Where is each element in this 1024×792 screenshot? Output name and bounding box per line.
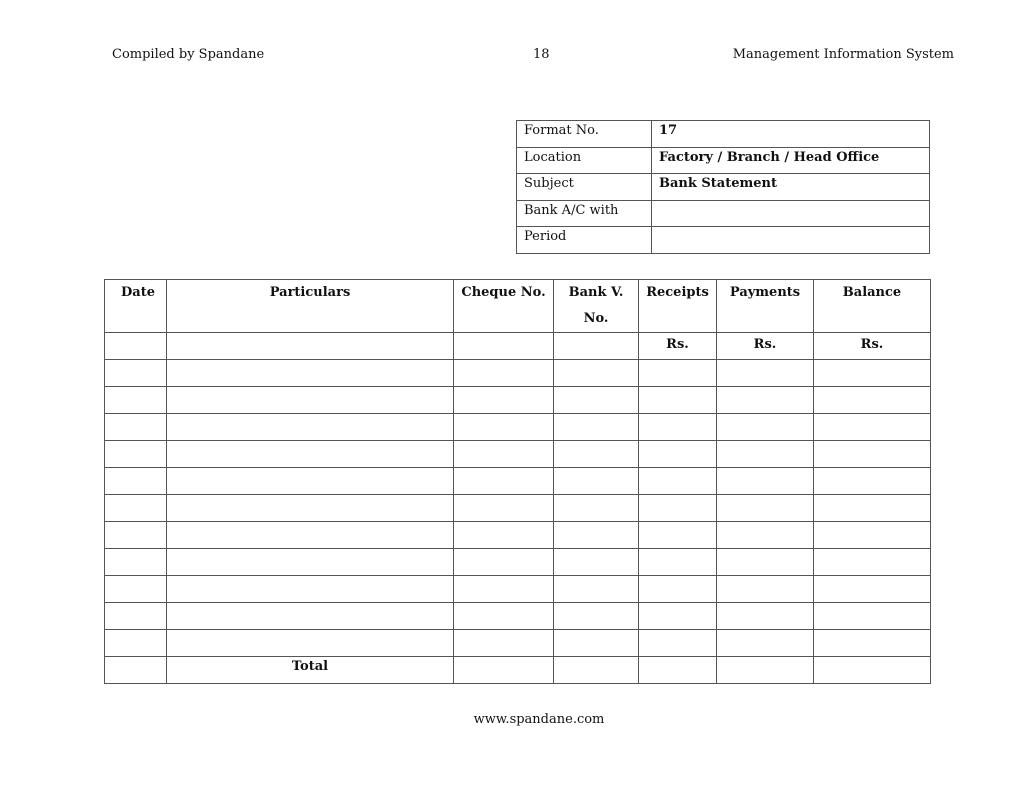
table-cell[interactable] [814,414,931,441]
table-cell[interactable] [167,414,454,441]
table-cell[interactable] [554,576,639,603]
column-header-date: Date [105,280,167,333]
table-cell[interactable] [717,522,814,549]
format-row [517,200,930,227]
table-cell[interactable] [454,657,554,684]
column-header-balance: Balance [814,280,931,333]
table-cell[interactable] [554,333,639,360]
table-cell[interactable] [105,657,167,684]
format-label: Location [517,147,652,174]
table-cell[interactable] [717,495,814,522]
table-cell[interactable] [639,495,717,522]
table-row [105,468,931,495]
table-cell[interactable] [717,576,814,603]
table-cell[interactable] [639,603,717,630]
table-cell[interactable] [639,522,717,549]
table-cell[interactable] [454,630,554,657]
table-cell[interactable] [554,360,639,387]
column-header-cheque-no: Cheque No. [454,280,554,333]
table-cell[interactable] [454,333,554,360]
table-row [105,522,931,549]
format-value[interactable]: Factory / Branch / Head Office [652,147,930,174]
table-cell[interactable] [717,414,814,441]
table-cell[interactable] [639,387,717,414]
format-value[interactable] [652,227,930,254]
table-cell[interactable] [814,576,931,603]
table-cell[interactable] [814,441,931,468]
format-row [517,121,930,148]
total-label: Total [167,657,454,684]
table-cell[interactable] [167,576,454,603]
table-cell[interactable] [105,522,167,549]
table-cell[interactable] [639,576,717,603]
table-row [105,630,931,657]
table-cell[interactable] [717,657,814,684]
table-cell[interactable] [639,441,717,468]
format-row [517,174,930,201]
table-cell[interactable] [717,360,814,387]
table-cell[interactable] [105,630,167,657]
table-cell[interactable] [105,414,167,441]
table-cell[interactable] [105,576,167,603]
table-cell[interactable] [717,387,814,414]
table-cell[interactable] [167,468,454,495]
table-cell[interactable] [454,360,554,387]
table-cell[interactable] [167,441,454,468]
format-label: Period [517,227,652,254]
bank-statement-table [104,279,931,684]
table-cell[interactable] [454,468,554,495]
table-cell[interactable] [554,603,639,630]
unit-receipts: Rs. [639,333,717,360]
table-cell[interactable] [105,549,167,576]
format-value[interactable]: Bank Statement [652,174,930,201]
footer-url: www.spandane.com [473,712,605,727]
table-cell[interactable] [814,630,931,657]
table-cell[interactable] [105,360,167,387]
format-value[interactable]: 17 [652,121,930,148]
table-cell[interactable] [105,441,167,468]
table-cell[interactable] [814,360,931,387]
table-cell[interactable] [454,495,554,522]
header-compiled-by: Compiled by Spandane [112,47,265,62]
total-row [105,657,931,684]
unit-balance: Rs. [814,333,931,360]
table-cell[interactable] [167,630,454,657]
format-label: Subject [517,174,652,201]
format-row [517,147,930,174]
table-cell[interactable] [717,549,814,576]
table-cell[interactable] [639,360,717,387]
table-cell[interactable] [105,468,167,495]
table-cell[interactable] [717,630,814,657]
table-cell[interactable] [554,657,639,684]
table-cell[interactable] [454,522,554,549]
table-row [105,414,931,441]
table-cell[interactable] [639,468,717,495]
table-cell[interactable] [167,603,454,630]
header-title: Management Information System [732,47,954,62]
table-cell[interactable] [454,441,554,468]
table-row [105,603,931,630]
table-cell[interactable] [454,576,554,603]
table-cell[interactable] [554,441,639,468]
table-cell[interactable] [717,441,814,468]
table-cell[interactable] [639,414,717,441]
column-header-particulars: Particulars [167,280,454,333]
table-header-row [105,280,931,333]
table-cell[interactable] [814,495,931,522]
format-label: Format No. [517,121,652,148]
table-cell[interactable] [639,549,717,576]
table-cell[interactable] [814,603,931,630]
column-header-payments: Payments [717,280,814,333]
format-label: Bank A/C with [517,200,652,227]
table-cell[interactable] [454,603,554,630]
table-cell[interactable] [814,387,931,414]
table-cell[interactable] [167,495,454,522]
table-row [105,387,931,414]
table-cell[interactable] [167,549,454,576]
table-cell[interactable] [639,657,717,684]
table-cell[interactable] [814,549,931,576]
table-row [105,441,931,468]
table-cell[interactable] [639,630,717,657]
table-cell[interactable] [105,333,167,360]
table-cell[interactable] [554,630,639,657]
table-cell[interactable] [167,387,454,414]
table-cell[interactable] [717,603,814,630]
column-header-bank-v-no: Bank V. No. [554,280,639,333]
table-cell[interactable] [554,414,639,441]
table-cell[interactable] [454,549,554,576]
table-cell[interactable] [167,333,454,360]
table-cell[interactable] [717,468,814,495]
format-value[interactable] [652,200,930,227]
table-cell[interactable] [105,387,167,414]
format-info-table [516,120,930,254]
table-cell[interactable] [554,522,639,549]
table-cell[interactable] [554,495,639,522]
table-row [105,576,931,603]
table-cell[interactable] [105,495,167,522]
table-cell[interactable] [167,522,454,549]
table-cell[interactable] [554,387,639,414]
table-cell[interactable] [454,387,554,414]
format-row [517,227,930,254]
table-cell[interactable] [554,549,639,576]
column-header-receipts: Receipts [639,280,717,333]
table-cell[interactable] [554,468,639,495]
table-cell[interactable] [814,522,931,549]
table-row [105,495,931,522]
table-cell[interactable] [814,657,931,684]
table-row [105,360,931,387]
table-cell[interactable] [814,468,931,495]
table-cell[interactable] [454,414,554,441]
page-number: 18 [533,47,550,62]
units-row [105,333,931,360]
table-row [105,549,931,576]
table-cell[interactable] [167,360,454,387]
unit-payments: Rs. [717,333,814,360]
table-cell[interactable] [105,603,167,630]
